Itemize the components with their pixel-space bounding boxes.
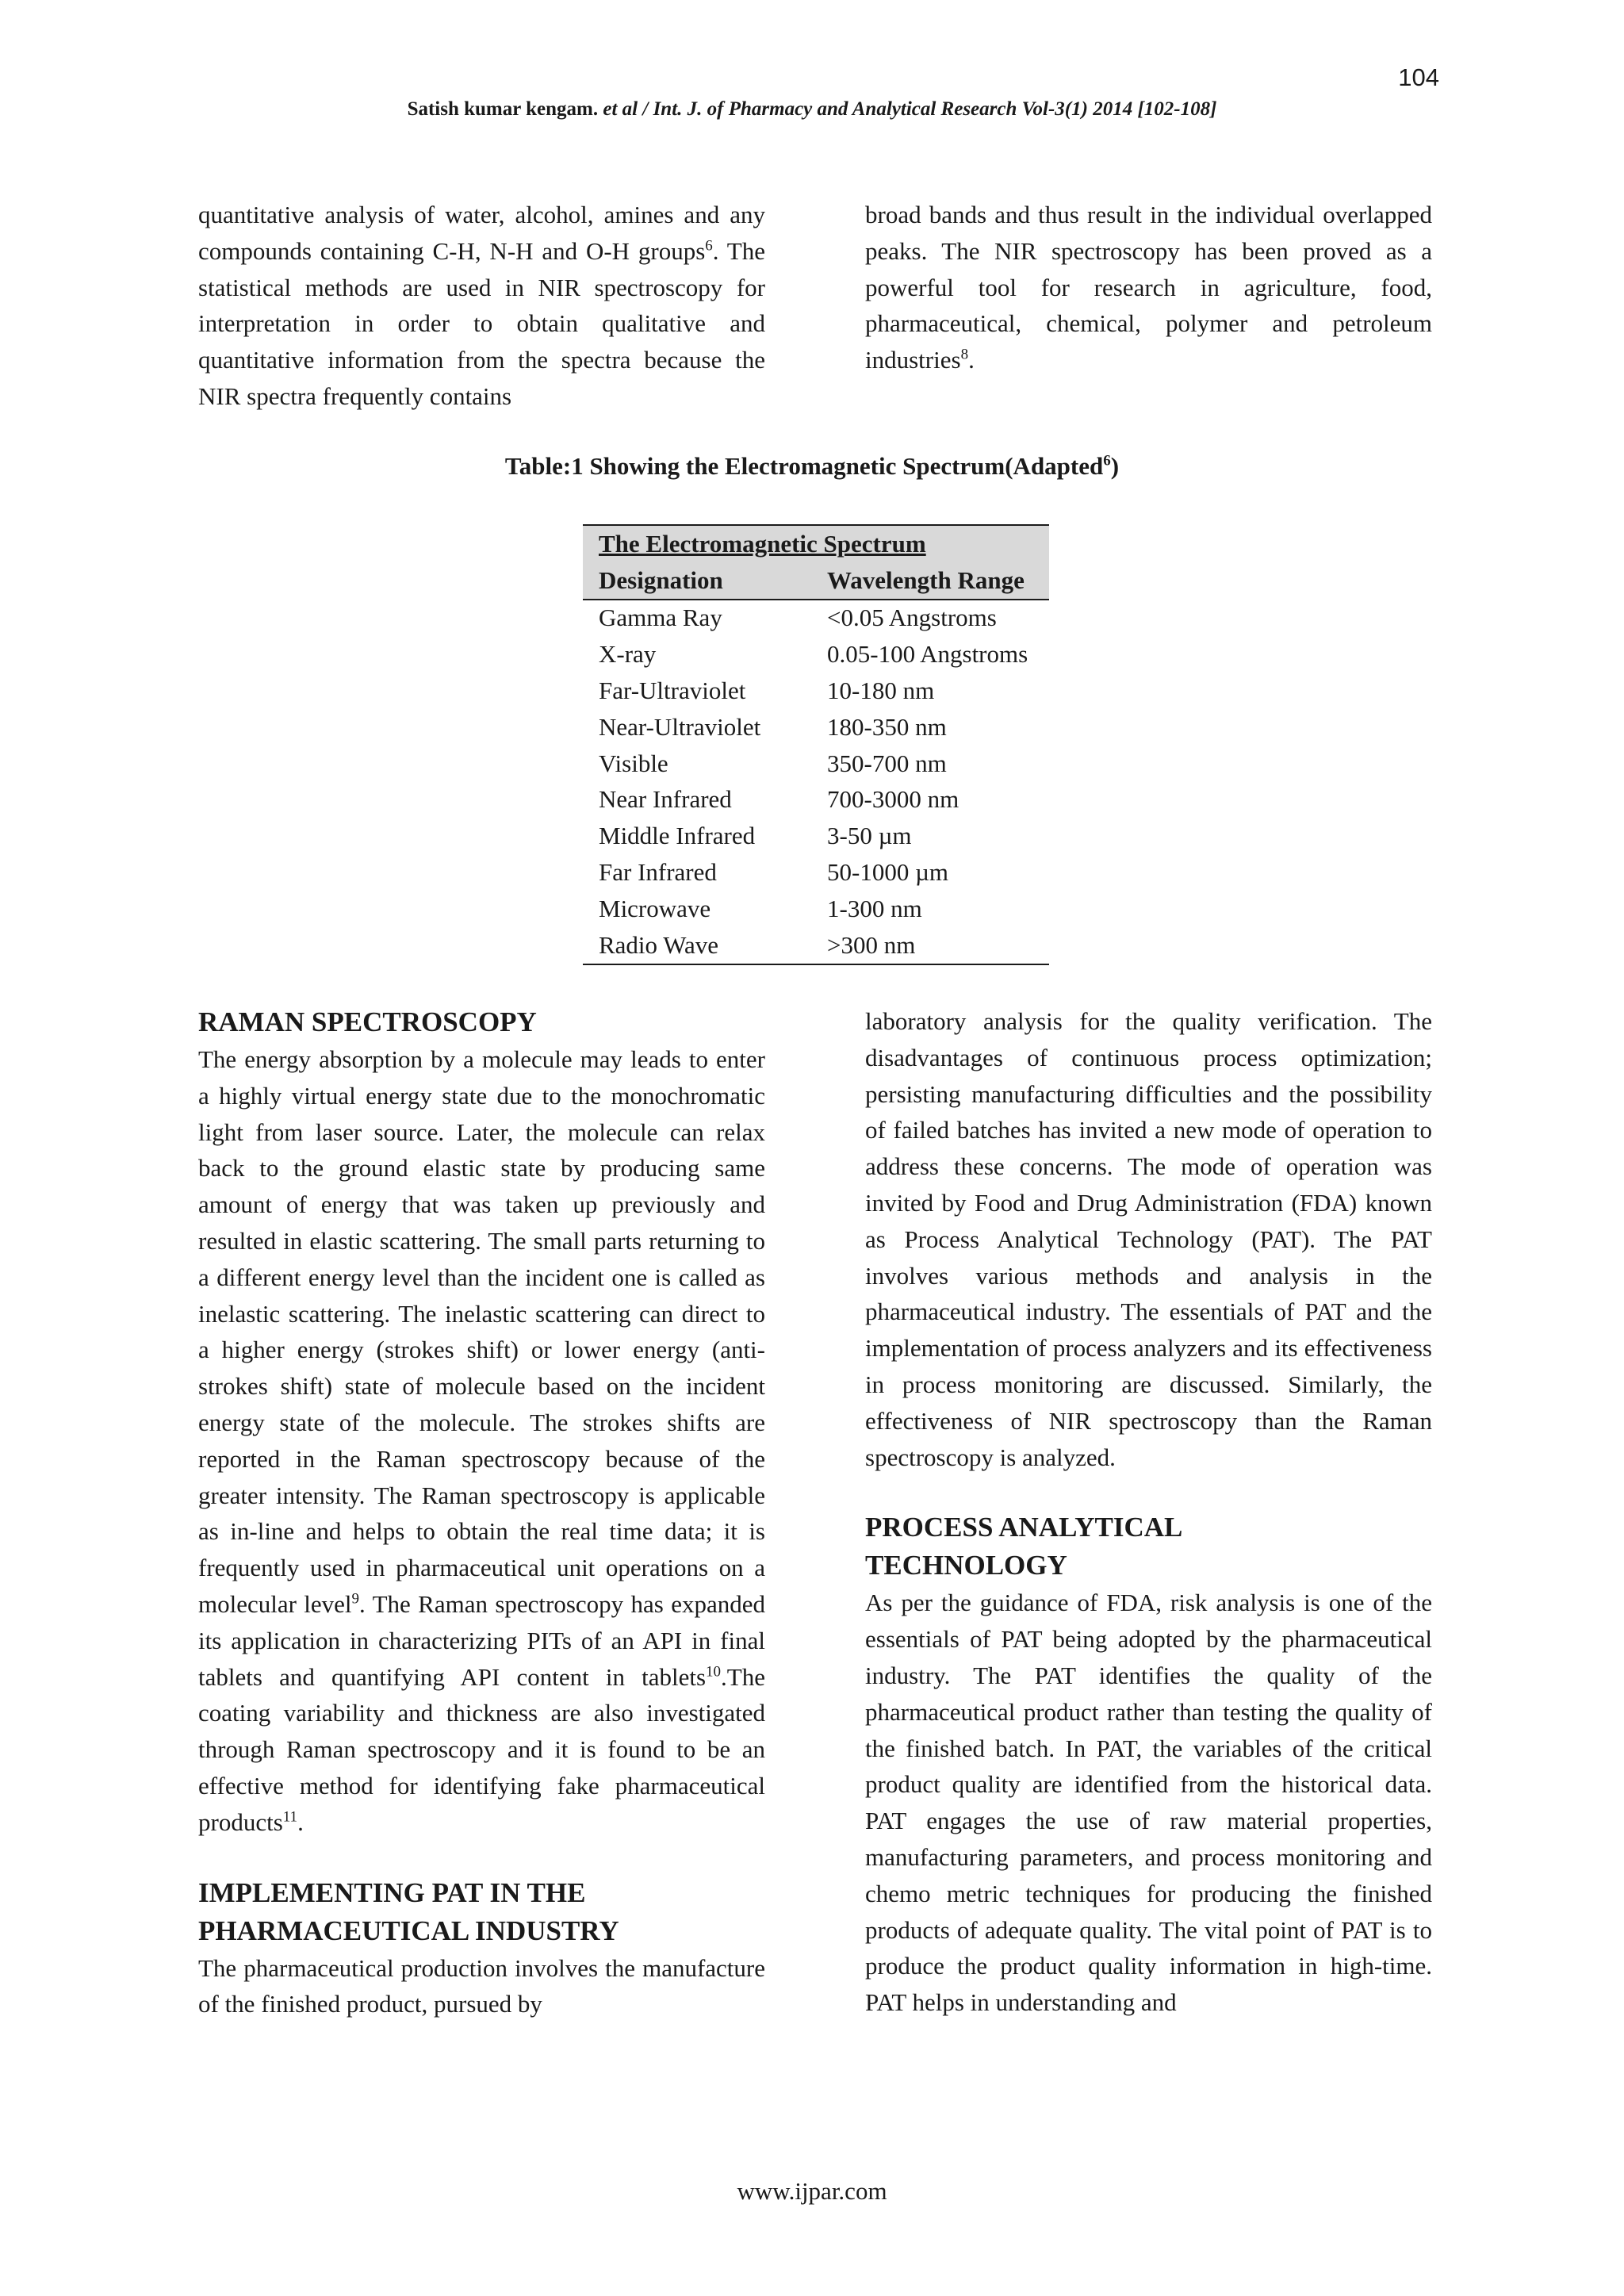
text-run: . The statistical methods are used in NIR spectroscopy for interpretation in order to obtain qualitative and quantitative information from the spectra because the NIR spectra frequently contains <box>198 236 765 410</box>
designation-cell: X-ray <box>599 640 657 669</box>
wavelength-cell: >300 nm <box>811 927 1049 964</box>
heading-line: IMPLEMENTING PAT IN THE <box>198 1876 586 1908</box>
wavelength-cell: 700-3000 nm <box>827 785 959 814</box>
table-row <box>583 600 1049 637</box>
top-left-column <box>198 197 765 415</box>
column-header-designation: Designation <box>583 562 811 600</box>
designation-cell: Far-Ultraviolet <box>599 677 746 705</box>
text-run: The energy absorption by a molecule may leads to enter a highly virtual energy state due to the monochromatic light from laser source. Later, the molecule can relax back to the ground elastic state by producing same amount of energy that was taken up previously and resulted in elastic scattering. The small parts returning to a different energy level than the incident one is called as inelastic scattering. The inelastic scattering can direct to a higher energy (strokes shift) or lower energy (anti-strokes shift) state of molecule based on the incident energy state of the molecule. The strokes shifts are reported in the Raman spectroscopy because of the greater intensity. The Raman spectroscopy is applicable as in-line and helps to obtain the real time data; it is frequently used in pharmaceutical unit operations on a molecular level <box>198 1045 765 1618</box>
table-title: The Electromagnetic Spectrum <box>583 525 1049 562</box>
footer-website: www.ijpar.com <box>737 2177 887 2205</box>
citation-ref: 6 <box>705 237 713 255</box>
top-right-column <box>865 197 1432 378</box>
section-heading-raman: RAMAN SPECTROSCOPY <box>198 1006 537 1037</box>
text-run: . The Raman spectroscopy has expanded its application in characterizing PITs of an API in final tablets and quantifying API content in tablets <box>198 1589 765 1691</box>
section-heading-process-analytical-technology <box>865 1508 1432 1585</box>
wavelength-cell: 0.05-100 Angstroms <box>827 640 1028 669</box>
spectrum-table <box>583 524 1049 965</box>
designation-cell: Visible <box>599 749 668 777</box>
table-row <box>583 818 1049 854</box>
header-citation: et al / Int. J. of Pharmacy and Analytical Research Vol-3(1) 2014 [102-108] <box>603 98 1217 120</box>
table-caption <box>0 452 1624 481</box>
wavelength-cell: 50-1000 µm <box>827 858 949 887</box>
header-authors: Satish kumar kengam. <box>407 98 599 120</box>
citation-ref: 9 <box>351 1590 360 1608</box>
table-row <box>583 891 1049 927</box>
text-run: .The coating variability and thickness are also investigated through Raman spectroscopy and it is found to be an effective method for identifying fake pharmaceutical products <box>198 1662 765 1836</box>
paragraph-nir-continued <box>198 197 765 415</box>
wavelength-cell: 1-300 nm <box>827 894 922 922</box>
running-header <box>0 98 1624 121</box>
wavelength-cell: 180-350 nm <box>827 712 947 741</box>
designation-cell: Far Infrared <box>599 858 717 887</box>
citation-ref: 11 <box>282 1808 298 1826</box>
text-run: . <box>297 1807 304 1836</box>
heading-line: PHARMACEUTICAL INDUSTRY <box>198 1915 619 1946</box>
table-row <box>583 746 1049 782</box>
designation-cell: Near Infrared <box>599 785 732 814</box>
bottom-right-column <box>865 1003 1432 2021</box>
page-number: 104 <box>1398 63 1439 91</box>
wavelength-cell: 3-50 µm <box>827 822 912 850</box>
heading-line: TECHNOLOGY <box>865 1550 1067 1581</box>
paragraph-raman <box>198 1041 765 1841</box>
citation-ref: 8 <box>960 346 969 363</box>
paragraph-implementing-pat: The pharmaceutical production involves the manufacture of the finished product, pursued by <box>198 1953 765 2018</box>
section-heading-implementing-pat <box>198 1874 765 1950</box>
caption-text: Table:1 Showing the Electromagnetic Spectrum(Adapted <box>504 452 1104 480</box>
designation-cell: Radio Wave <box>583 927 811 964</box>
table-header-row <box>583 562 1049 600</box>
table-row <box>583 636 1049 673</box>
paragraph-pat: As per the guidance of FDA, risk analysis is one of the essentials of PAT being adopted by the pharmaceutical industry. The PAT identifies the quality of the pharmaceutical product rather than testing the quality of the finished batch. In PAT, the variables of the critical product quality are identified from the historical data. PAT engages the use of raw material properties, manufacturing parameters, and process monitoring and chemo metric techniques for producing the finished products of adequate quality. The vital point of PAT is to produce the product quality information in high-time. PAT helps in understanding and <box>865 1589 1432 2017</box>
text-run: . <box>968 346 975 374</box>
table-title-row <box>583 525 1049 562</box>
text-run: broad bands and thus result in the individual overlapped peaks. The NIR spectroscopy has been proved as a powerful tool for research in agriculture, food, pharmaceutical, chemical, polymer and petroleum industries <box>865 201 1432 374</box>
citation-ref: 6 <box>1103 452 1111 470</box>
citation-ref: 10 <box>706 1663 722 1681</box>
table-row <box>583 854 1049 891</box>
caption-text: ) <box>1110 452 1120 480</box>
table-row <box>583 927 1049 964</box>
text-run: quantitative analysis of water, alcohol, amines and any compounds containing C-H, N-H and O-H groups <box>198 201 765 265</box>
wavelength-cell: 10-180 nm <box>827 677 935 705</box>
designation-cell: Near-Ultraviolet <box>599 712 761 741</box>
paragraph-pat-continued: laboratory analysis for the quality verification. The disadvantages of continuous process optimization; persisting manufacturing difficulties and the possibility of failed batches has invited a new mode of operation to address these concerns. The mode of operation was invited by Food and Drug Administration (FDA) known as Process Analytical Technology (PAT). The PAT involves various methods and analysis in the pharmaceutical industry. The essentials of PAT and the implementation of process analyzers and its effectiveness in process monitoring are discussed. Similarly, the effectiveness of NIR spectroscopy than the Raman spectroscopy is analyzed. <box>865 1007 1432 1471</box>
designation-cell: Gamma Ray <box>599 604 722 632</box>
table-row <box>583 673 1049 709</box>
wavelength-cell: 350-700 nm <box>827 749 947 777</box>
wavelength-cell: <0.05 Angstroms <box>827 604 997 632</box>
column-header-wavelength: Wavelength Range <box>811 562 1049 600</box>
designation-cell: Middle Infrared <box>599 822 756 850</box>
bottom-left-column <box>198 1003 765 2022</box>
table-row <box>583 709 1049 746</box>
table-row <box>583 782 1049 818</box>
paragraph-nir-bands <box>865 197 1432 378</box>
designation-cell: Microwave <box>599 894 711 922</box>
heading-line: PROCESS ANALYTICAL <box>865 1512 1183 1543</box>
